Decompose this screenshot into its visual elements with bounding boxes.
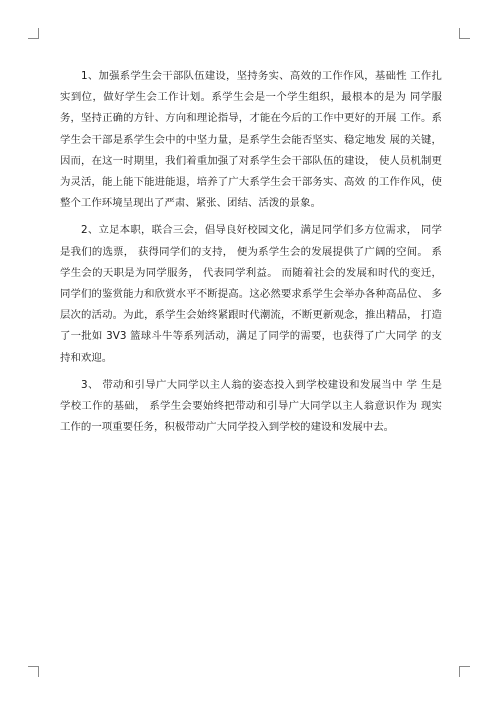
crop-mark-bottom-right [459, 666, 470, 677]
crop-mark-bottom-left [28, 666, 39, 677]
document-body [60, 66, 442, 444]
paragraph-1: 1、加强系学生会干部队伍建设，坚持务实、高效的工作作风，基础性 工作扎实到位，做好学生会工作计划。系学生会是一个学生组织，最根本的是为 同学服务，坚持正确的方针、方向和理论指导，才能在今后的工作中更好的开展 工作。系学生会干部是系学生会中的中坚力量，是系学生会能否坚实、稳定地发 展的关键，因而，在这一时期里，我们着重加强了对系学生会干部队伍的建设， 使人员机制更为灵活，能上能下能进能退，培养了广大系学生会干部务实、高效 的工作作风，使整个工作环境呈现出了严肃、紧张、团结、活泼的景象。 [60, 70, 442, 210]
paragraph-3: 3、 带动和引导广大同学以主人翁的姿态投入到学校建设和发展当中 学 生是学校工作的基础， 系学生会要始终把带动和引导广大同学以主人翁意识作为 现实工作的一项重要任务，积极带动广大同学投入到学校的建设和发展中去。 [60, 378, 442, 434]
crop-mark-top-right [459, 28, 470, 39]
crop-mark-top-left [28, 28, 39, 39]
paragraph-2: 2、立足本职，联合三会，倡导良好校园文化，满足同学们多方位需求， 同学是我们的选票， 获得同学们的支持， 便为系学生会的发展提供了广阔的空间。 系学生会的天职是为同学服务， 代表同学利益。 而随着社会的发展和时代的变迁， 同学们的鉴赏能力和欣赏水平不断提高。这必然要求系学生会举办各种高品位、 多层次的活动。为此，系学生会始终紧跟时代潮流，不断更新观念，推出精品， 打造了一批如 3V3 篮球斗牛等系列活动，满足了同学的需要，也获得了广大同学 的支持和欢迎。 [60, 224, 442, 364]
